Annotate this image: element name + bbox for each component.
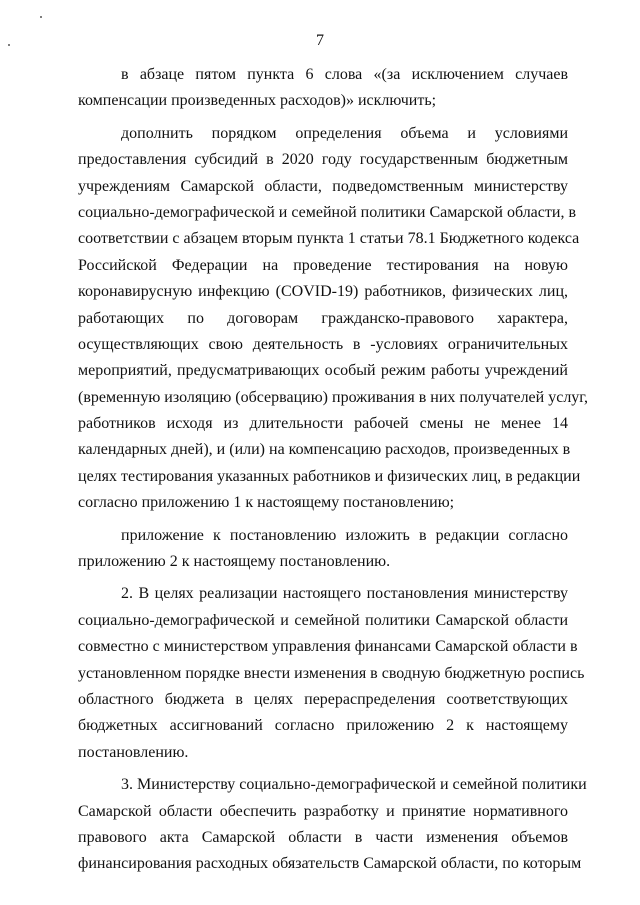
text-line: финансирования расходных обязательств Самарской области, по которым (78, 855, 582, 873)
text-line: календарных дней), и (или) на компенсацию расходов, произведенных в (78, 441, 571, 459)
text-line: бюджетных ассигнований согласно приложению 2 к настоящему (78, 717, 568, 735)
text-line: Российской Федерации на проведение тестирования на новую (78, 256, 568, 274)
text-line: постановлению. (78, 743, 189, 761)
text-line: социально-демографической и семейной политики Самарской области (78, 611, 568, 629)
text-line: Самарской области обеспечить разработку и принятие нормативного (78, 802, 568, 820)
text-line: 2. В целях реализации настоящего постановления министерству (121, 585, 568, 603)
text-line: работников исходя из длительности рабочей смены не менее 14 (78, 415, 568, 433)
text-line: мероприятий, предусматривающих особый режим работы учреждений (78, 362, 568, 380)
text-line: предоставления субсидий в 2020 году государственным бюджетным (78, 151, 568, 169)
text-line: работающих по договорам гражданско-правового характера, (78, 309, 568, 327)
scan-speck (40, 16, 42, 18)
text-line: соответствии с абзацем вторым пункта 1 статьи 78.1 Бюджетного кодекса (78, 230, 580, 248)
text-line: согласно приложению 1 к настоящему постановлению; (78, 494, 455, 512)
text-line: компенсации произведенных расходов)» исключить; (78, 92, 437, 110)
text-line: установленном порядке внести изменения в сводную бюджетную роспись (78, 664, 585, 682)
text-line: социально-демографической и семейной политики Самарской области, в (78, 203, 576, 221)
text-line: учреждениям Самарской области, подведомственным министерству (78, 177, 568, 195)
text-line: осуществляющих свою деятельность в ‑условиях ограничительных (78, 335, 568, 353)
text-line: 3. Министерству социально-демографической и семейной политики (121, 776, 587, 794)
text-line: целях тестирования указанных работников и физических лиц, в редакции (78, 467, 581, 485)
text-line: правового акта Самарской области в части изменения объемов (78, 828, 568, 846)
text-line: приложению 2 к настоящему постановлению. (78, 553, 391, 571)
page-number: 7 (316, 32, 324, 49)
document-body (78, 62, 589, 878)
text-line: совместно с министерством управления финансами Самарской области в (78, 638, 578, 656)
text-line: в абзаце пятом пункта 6 слова «(за исключением случаев (121, 66, 568, 83)
text-line: коронавирусную инфекцию (COVID-19) работников, физических лиц, (78, 283, 568, 301)
text-line: дополнить порядком определения объема и условиями (121, 124, 568, 142)
text-line: областного бюджета в целях перераспределения соответствующих (78, 690, 568, 708)
text-line: приложение к постановлению изложить в редакции согласно (121, 526, 568, 544)
text-line: (временную изоляцию (обсервацию) проживания в них получателей услуг, (78, 388, 589, 406)
